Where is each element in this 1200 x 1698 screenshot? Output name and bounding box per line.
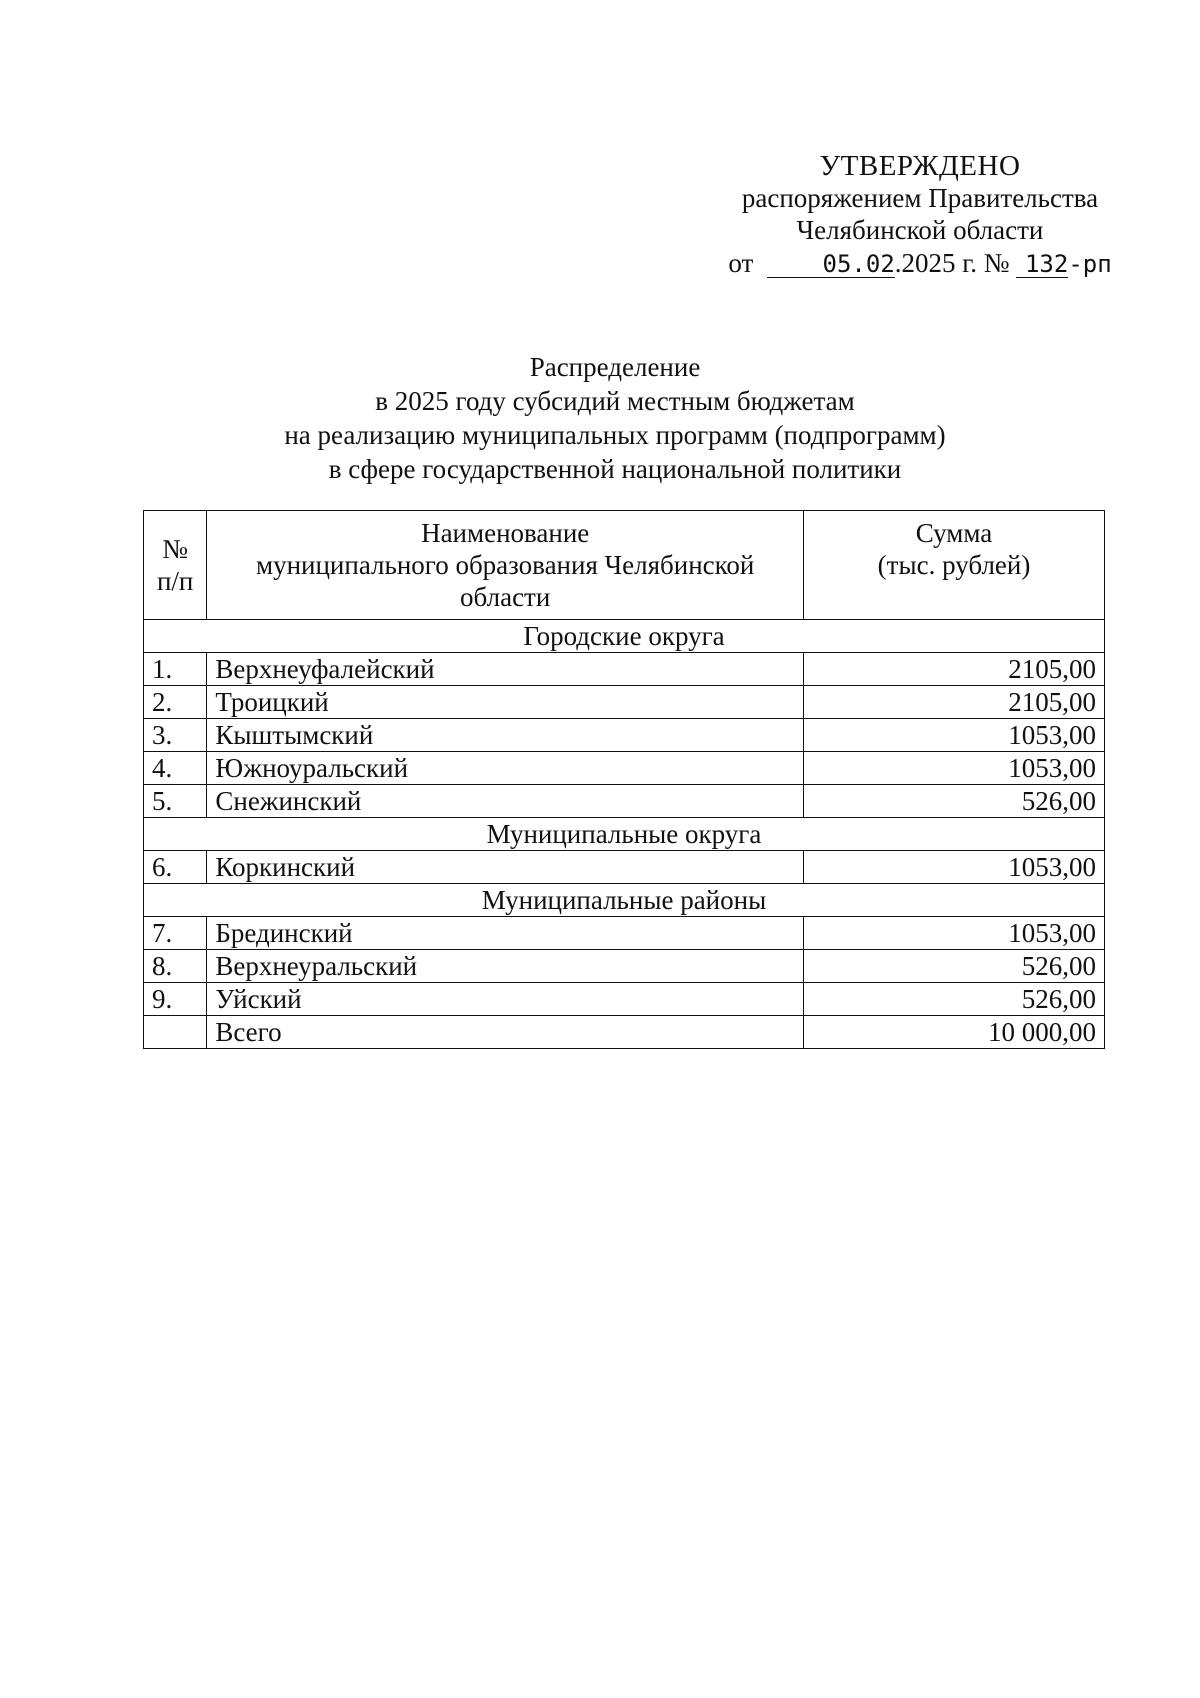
total-sum: 10 000,00 xyxy=(804,1016,1105,1049)
approval-line-1: распоряжением Правительства xyxy=(741,183,1099,213)
header-name-line-2: муниципального образования Челябинской xyxy=(256,550,755,580)
title-line-2: в 2025 году субсидий местным бюджетам xyxy=(375,386,855,416)
header-num-line-1: № xyxy=(162,534,189,564)
title-line-3: на реализацию муниципальных программ (подпрограмм) xyxy=(284,420,946,450)
group-title: Муниципальные районы xyxy=(144,884,1105,917)
total-num-cell xyxy=(144,1016,207,1049)
row-name: Южноуральский xyxy=(207,752,804,785)
header-name-line-3: области xyxy=(460,582,551,612)
row-name: Коркинский xyxy=(207,851,804,884)
row-name: Снежинский xyxy=(207,785,804,818)
approval-date: 05.02 xyxy=(767,251,895,278)
row-sum: 526,00 xyxy=(804,785,1105,818)
row-num: 6. xyxy=(144,851,207,884)
row-num: 5. xyxy=(144,785,207,818)
header-sum xyxy=(804,511,1105,620)
table-row xyxy=(144,752,1105,785)
distribution-table xyxy=(143,510,1105,1049)
row-sum: 2105,00 xyxy=(804,686,1105,719)
row-sum: 1053,00 xyxy=(804,851,1105,884)
date-prefix: от xyxy=(728,248,754,278)
group-row xyxy=(144,884,1105,917)
table-row xyxy=(144,653,1105,686)
table-header-row xyxy=(144,511,1105,620)
row-sum: 526,00 xyxy=(804,950,1105,983)
header-sum-line-2: (тыс. рублей) xyxy=(877,550,1031,580)
row-num: 3. xyxy=(144,719,207,752)
row-name: Кыштымский xyxy=(207,719,804,752)
header-name xyxy=(207,511,804,620)
table-row xyxy=(144,785,1105,818)
number-suffix: -рп xyxy=(1068,250,1112,278)
total-row xyxy=(144,1016,1105,1049)
group-title: Городские округа xyxy=(144,620,1105,653)
approval-line-2: Челябинской области xyxy=(796,215,1044,245)
row-num: 1. xyxy=(144,653,207,686)
group-row xyxy=(144,620,1105,653)
title-line-4: в сфере государственной национальной политики xyxy=(328,454,902,484)
group-row xyxy=(144,818,1105,851)
row-sum: 1053,00 xyxy=(804,917,1105,950)
header-num-line-2: п/п xyxy=(156,566,194,596)
title-line-1: Распределение xyxy=(529,352,701,382)
table-row xyxy=(144,950,1105,983)
approval-number: 132 xyxy=(1016,251,1068,278)
row-name: Троицкий xyxy=(207,686,804,719)
row-num: 8. xyxy=(144,950,207,983)
table-row xyxy=(144,851,1105,884)
row-num: 4. xyxy=(144,752,207,785)
row-name: Брединский xyxy=(207,917,804,950)
total-label: Всего xyxy=(207,1016,804,1049)
header-num xyxy=(144,511,207,620)
approval-block xyxy=(700,150,1140,280)
table-row xyxy=(144,917,1105,950)
date-suffix: .2025 г. № xyxy=(894,248,1010,278)
row-name: Уйский xyxy=(207,983,804,1016)
header-name-line-1: Наименование xyxy=(421,518,590,548)
document-title xyxy=(150,350,1080,486)
row-num: 7. xyxy=(144,917,207,950)
row-sum: 2105,00 xyxy=(804,653,1105,686)
header-sum-line-1: Сумма xyxy=(915,518,993,548)
row-num: 2. xyxy=(144,686,207,719)
row-name: Верхнеуфалейский xyxy=(207,653,804,686)
approval-date-line xyxy=(700,247,1140,280)
table-row xyxy=(144,686,1105,719)
table-row xyxy=(144,719,1105,752)
row-sum: 1053,00 xyxy=(804,752,1105,785)
group-title: Муниципальные округа xyxy=(144,818,1105,851)
row-num: 9. xyxy=(144,983,207,1016)
row-sum: 526,00 xyxy=(804,983,1105,1016)
row-name: Верхнеуральский xyxy=(207,950,804,983)
approval-heading: УТВЕРЖДЕНО xyxy=(819,150,1021,182)
table-row xyxy=(144,983,1105,1016)
row-sum: 1053,00 xyxy=(804,719,1105,752)
